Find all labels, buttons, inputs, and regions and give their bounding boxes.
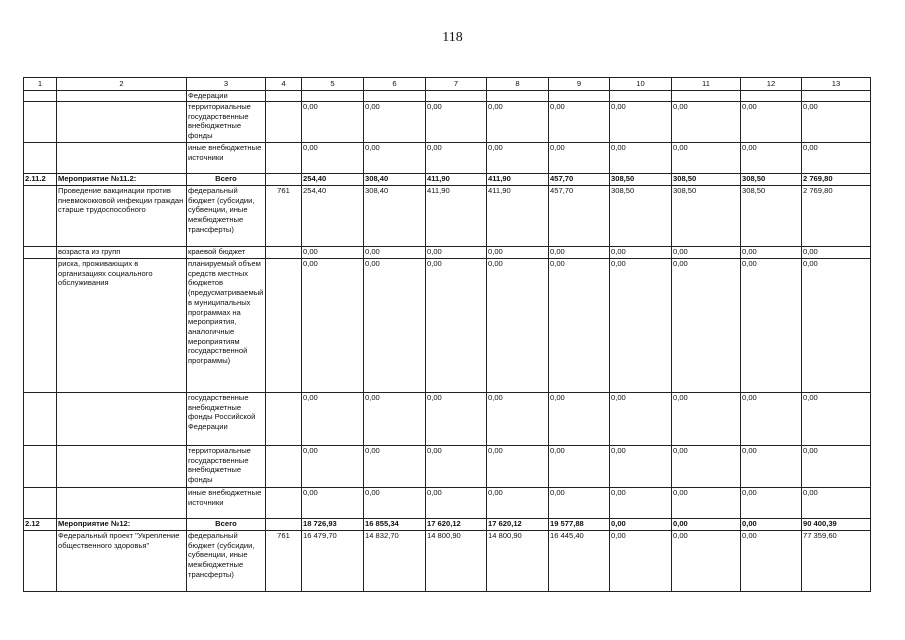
value-cell: 0,00 [549, 247, 610, 259]
funding-source-cell: Всего [187, 174, 266, 186]
activity-name-cell [57, 393, 187, 446]
value-cell: 457,70 [549, 186, 610, 247]
activity-name-cell: Федеральный проект "Укрепление общественного здоровья" [57, 531, 187, 592]
row-id-cell [24, 259, 57, 393]
value-cell: 0,00 [487, 393, 549, 446]
value-cell: 0,00 [487, 488, 549, 519]
column-header: 2 [57, 78, 187, 91]
activity-name-cell [57, 488, 187, 519]
activity-name-cell: Мероприятие №12: [57, 519, 187, 531]
value-cell: 0,00 [802, 446, 871, 488]
value-cell: 0,00 [741, 393, 802, 446]
value-cell: 0,00 [302, 102, 364, 143]
value-cell: 0,00 [302, 446, 364, 488]
column-header: 4 [266, 78, 302, 91]
value-cell: 0,00 [610, 531, 672, 592]
funding-source-cell: территориальные государственные внебюджетные фонды [187, 102, 266, 143]
value-cell: 17 620,12 [426, 519, 487, 531]
value-cell: 308,50 [610, 186, 672, 247]
funding-source-cell: федеральный бюджет (субсидии, субвенции, иные межбюджетные трансферты) [187, 186, 266, 247]
value-cell: 411,90 [487, 186, 549, 247]
value-cell: 0,00 [364, 143, 426, 174]
value-cell: 0,00 [802, 488, 871, 519]
value-cell: 0,00 [741, 259, 802, 393]
budget-code-cell [266, 393, 302, 446]
table-row [24, 91, 871, 102]
value-cell: 0,00 [426, 247, 487, 259]
value-cell: 0,00 [741, 519, 802, 531]
value-cell: 0,00 [426, 446, 487, 488]
value-cell: 0,00 [741, 102, 802, 143]
value-cell: 0,00 [549, 259, 610, 393]
value-cell: 0,00 [610, 247, 672, 259]
value-cell: 411,90 [426, 174, 487, 186]
budget-code-cell [266, 143, 302, 174]
value-cell: 308,50 [672, 186, 741, 247]
value-cell: 0,00 [802, 143, 871, 174]
value-cell: 0,00 [672, 393, 741, 446]
value-cell: 0,00 [741, 446, 802, 488]
funding-source-cell: Федерации [187, 91, 266, 102]
budget-code-cell [266, 102, 302, 143]
value-cell: 0,00 [610, 446, 672, 488]
value-cell: 308,40 [364, 186, 426, 247]
value-cell: 0,00 [549, 102, 610, 143]
value-cell: 0,00 [549, 446, 610, 488]
page-number: 118 [442, 30, 463, 45]
value-cell: 0,00 [364, 247, 426, 259]
column-header: 12 [741, 78, 802, 91]
value-cell: 0,00 [672, 259, 741, 393]
activity-name-cell [57, 102, 187, 143]
value-cell: 0,00 [487, 259, 549, 393]
value-cell: 0,00 [672, 446, 741, 488]
activity-name-cell: риска, проживающих в организациях социального обслуживания [57, 259, 187, 393]
column-header: 6 [364, 78, 426, 91]
value-cell: 0,00 [672, 488, 741, 519]
value-cell: 0,00 [802, 247, 871, 259]
row-id-cell [24, 446, 57, 488]
value-cell [364, 91, 426, 102]
funding-source-cell: государственные внебюджетные фонды Российской Федерации [187, 393, 266, 446]
table-row [24, 247, 871, 259]
value-cell: 0,00 [549, 143, 610, 174]
value-cell [487, 91, 549, 102]
value-cell: 0,00 [487, 102, 549, 143]
table-row [24, 186, 871, 247]
row-id-cell [24, 488, 57, 519]
value-cell: 0,00 [610, 519, 672, 531]
value-cell: 14 800,90 [426, 531, 487, 592]
row-id-cell [24, 393, 57, 446]
value-cell: 0,00 [549, 393, 610, 446]
column-header: 5 [302, 78, 364, 91]
value-cell: 308,50 [610, 174, 672, 186]
value-cell: 0,00 [487, 143, 549, 174]
value-cell: 308,40 [364, 174, 426, 186]
budget-code-cell [266, 174, 302, 186]
value-cell: 0,00 [610, 259, 672, 393]
value-cell [672, 91, 741, 102]
row-id-cell: 2.11.2 [24, 174, 57, 186]
value-cell [302, 91, 364, 102]
value-cell: 308,50 [741, 186, 802, 247]
activity-name-cell: Проведение вакцинации против пневмококковой инфекции граждан старше трудоспособного [57, 186, 187, 247]
column-header: 7 [426, 78, 487, 91]
value-cell: 0,00 [741, 488, 802, 519]
value-cell: 0,00 [672, 531, 741, 592]
funding-source-cell: планируемый объем средств местных бюджетов (предусматриваемый в муниципальных программах на мероприятия, аналогичные мероприятиям государственной программы) [187, 259, 266, 393]
value-cell: 2 769,80 [802, 174, 871, 186]
value-cell: 17 620,12 [487, 519, 549, 531]
value-cell: 0,00 [802, 259, 871, 393]
budget-code-cell [266, 446, 302, 488]
funding-source-cell: иные внебюджетные источники [187, 488, 266, 519]
value-cell: 0,00 [426, 488, 487, 519]
table-row [24, 102, 871, 143]
activity-name-cell [57, 446, 187, 488]
row-id-cell [24, 143, 57, 174]
row-id-cell [24, 531, 57, 592]
value-cell: 0,00 [672, 519, 741, 531]
value-cell: 411,90 [487, 174, 549, 186]
funding-source-cell: Всего [187, 519, 266, 531]
value-cell: 0,00 [302, 247, 364, 259]
value-cell: 14 800,90 [487, 531, 549, 592]
value-cell [610, 91, 672, 102]
value-cell: 0,00 [302, 143, 364, 174]
value-cell [741, 91, 802, 102]
table-row [24, 488, 871, 519]
value-cell: 19 577,88 [549, 519, 610, 531]
table-row [24, 446, 871, 488]
value-cell: 0,00 [302, 259, 364, 393]
table-row [24, 519, 871, 531]
value-cell: 0,00 [364, 488, 426, 519]
row-id-cell [24, 102, 57, 143]
column-header: 3 [187, 78, 266, 91]
value-cell: 0,00 [672, 247, 741, 259]
activity-name-cell [57, 91, 187, 102]
value-cell [802, 91, 871, 102]
value-cell: 0,00 [487, 446, 549, 488]
value-cell [426, 91, 487, 102]
funding-source-cell: краевой бюджет [187, 247, 266, 259]
value-cell: 77 359,60 [802, 531, 871, 592]
value-cell: 0,00 [610, 143, 672, 174]
value-cell: 0,00 [549, 488, 610, 519]
table-row [24, 531, 871, 592]
budget-code-cell [266, 259, 302, 393]
row-id-cell: 2.12 [24, 519, 57, 531]
value-cell: 0,00 [487, 247, 549, 259]
value-cell: 2 769,80 [802, 186, 871, 247]
value-cell: 0,00 [364, 446, 426, 488]
value-cell: 0,00 [802, 102, 871, 143]
table-row [24, 393, 871, 446]
value-cell: 0,00 [610, 102, 672, 143]
row-id-cell [24, 91, 57, 102]
budget-code-cell [266, 247, 302, 259]
value-cell: 308,50 [672, 174, 741, 186]
value-cell: 16 445,40 [549, 531, 610, 592]
budget-code-cell [266, 91, 302, 102]
budget-code-cell [266, 519, 302, 531]
budget-code-cell [266, 488, 302, 519]
value-cell: 457,70 [549, 174, 610, 186]
value-cell: 0,00 [364, 393, 426, 446]
value-cell: 0,00 [741, 531, 802, 592]
value-cell: 0,00 [426, 102, 487, 143]
table-body [24, 91, 871, 592]
table-row [24, 259, 871, 393]
value-cell: 0,00 [802, 393, 871, 446]
row-id-cell [24, 247, 57, 259]
activity-name-cell: возраста из групп [57, 247, 187, 259]
value-cell: 16 479,70 [302, 531, 364, 592]
value-cell: 16 855,34 [364, 519, 426, 531]
value-cell: 308,50 [741, 174, 802, 186]
value-cell: 0,00 [672, 143, 741, 174]
value-cell: 14 832,70 [364, 531, 426, 592]
column-header: 10 [610, 78, 672, 91]
funding-source-cell: иные внебюджетные источники [187, 143, 266, 174]
value-cell: 0,00 [364, 259, 426, 393]
value-cell: 0,00 [610, 393, 672, 446]
column-header: 11 [672, 78, 741, 91]
column-header: 8 [487, 78, 549, 91]
budget-code-cell: 761 [266, 531, 302, 592]
value-cell: 0,00 [610, 488, 672, 519]
value-cell: 0,00 [741, 247, 802, 259]
column-header: 13 [802, 78, 871, 91]
value-cell: 254,40 [302, 186, 364, 247]
value-cell: 0,00 [426, 393, 487, 446]
table-row [24, 174, 871, 186]
funding-source-cell: федеральный бюджет (субсидии, субвенции, иные межбюджетные трансферты) [187, 531, 266, 592]
funding-source-cell: территориальные государственные внебюджетные фонды [187, 446, 266, 488]
activity-name-cell: Мероприятие №11.2: [57, 174, 187, 186]
value-cell [549, 91, 610, 102]
header-row [24, 78, 871, 91]
value-cell: 411,90 [426, 186, 487, 247]
value-cell: 90 400,39 [802, 519, 871, 531]
table-row [24, 143, 871, 174]
value-cell: 0,00 [426, 259, 487, 393]
activity-name-cell [57, 143, 187, 174]
value-cell: 0,00 [364, 102, 426, 143]
budget-code-cell: 761 [266, 186, 302, 247]
value-cell: 0,00 [426, 143, 487, 174]
column-header: 9 [549, 78, 610, 91]
column-header: 1 [24, 78, 57, 91]
value-cell: 0,00 [672, 102, 741, 143]
row-id-cell [24, 186, 57, 247]
value-cell: 254,40 [302, 174, 364, 186]
value-cell: 18 726,93 [302, 519, 364, 531]
value-cell: 0,00 [302, 393, 364, 446]
value-cell: 0,00 [302, 488, 364, 519]
value-cell: 0,00 [741, 143, 802, 174]
budget-table [23, 77, 871, 592]
